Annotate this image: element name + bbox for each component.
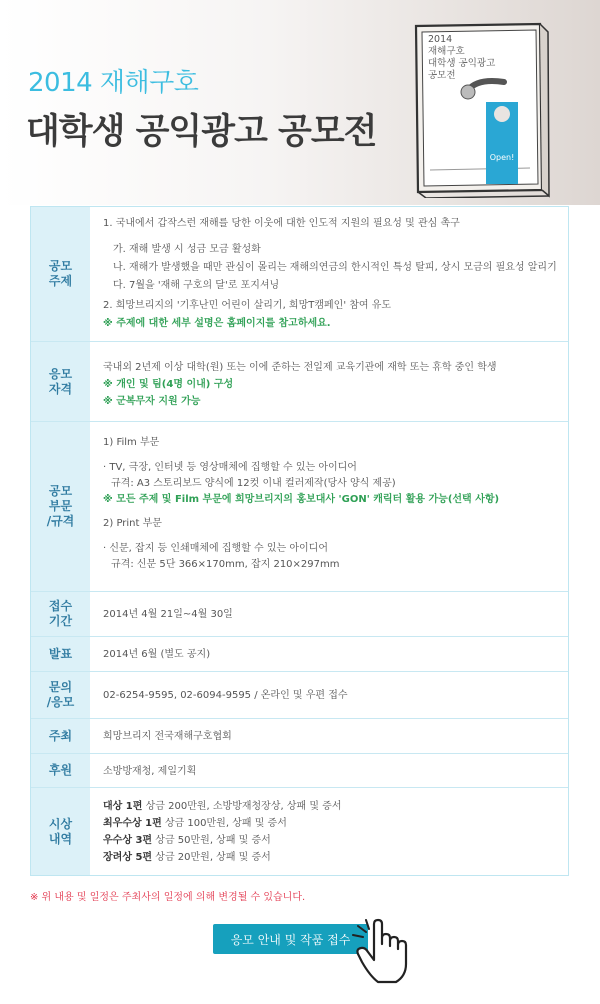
row-header: 응모 자격 — [31, 342, 90, 421]
row-header: 접수 기간 — [31, 592, 90, 636]
row-sponsor — [31, 754, 568, 788]
contest-info-table — [30, 206, 569, 876]
row-theme — [31, 207, 568, 342]
hero-subtitle: 2014 재해구호 — [28, 68, 199, 98]
award-item: 최우수상 1편 상금 100만원, 상패 및 증서 — [103, 818, 287, 829]
svg-text:Open!: Open! — [489, 153, 515, 162]
row-content: 1) Film 부문 · TV, 극장, 인터넷 등 영상매체에 집행할 수 있는 아이디어 규격: A3 스토리보드 양식에 12컷 이내 컬러제작(당사 양식 제공) ※ 모든 주제 및 Film 부문에 희망브리지의 홍보대사 'GON' 캐릭터 활용 가능(선택 사항) 2) Print 부문 · 신문, 잡지 등 인쇄매체에 집행할 수 있는 아이디어 규격: 신문 5단 366×170mm, 잡지 210×297mm — [103, 437, 500, 570]
row-header: 발표 — [31, 637, 90, 671]
row-content: 02-6254-9595, 02-6094-9595 / 온라인 및 우편 접수 — [103, 690, 348, 701]
row-header: 문의 /응모 — [31, 672, 90, 718]
row-content: 희망브리지 전국재해구호협회 — [103, 731, 232, 742]
row-awards — [31, 788, 568, 875]
row-content — [103, 788, 560, 875]
award-item: 우수상 3편 상금 50만원, 상패 및 증서 — [103, 835, 271, 846]
door-hanger — [478, 98, 528, 188]
row-header: 공모 주제 — [31, 207, 90, 341]
hero-title: 대학생 공익광고 공모전 — [26, 112, 377, 152]
row-header: 주최 — [31, 719, 90, 753]
row-contact — [31, 672, 568, 719]
row-content: 2014년 6월 (별도 공지) — [103, 649, 211, 660]
row-announcement — [31, 637, 568, 672]
row-content: 2014년 4월 21일~4월 30일 — [103, 609, 233, 620]
row-header: 시상 내역 — [31, 788, 90, 875]
row-category — [31, 422, 568, 592]
book-illustration — [408, 20, 556, 198]
row-header: 후원 — [31, 754, 90, 787]
award-item: 대상 1편 상금 200만원, 소방방재청장상, 상패 및 증서 — [103, 801, 342, 812]
row-host — [31, 719, 568, 754]
row-eligibility — [31, 342, 568, 422]
hero-banner — [0, 0, 600, 205]
book-cover-text: 2014 재해구호 대학생 공익광고 공모전 — [428, 34, 496, 81]
hand-pointer-icon — [352, 918, 414, 988]
row-content: 소방방재청, 제일기획 — [103, 766, 197, 777]
row-content: 국내외 2년제 이상 대학(원) 또는 이에 준하는 전일제 교육기관에 재학 또는 휴학 중인 학생 ※ 개인 및 팀(4명 이내) 구성 ※ 군복무자 지원 가능 — [103, 362, 497, 407]
row-submission-period — [31, 592, 568, 637]
apply-button[interactable]: 응모 안내 및 작품 접수 — [213, 924, 368, 954]
row-content: 1. 국내에서 갑작스런 재해를 당한 이웃에 대한 인도적 지원의 필요성 및 관심 촉구 가. 재해 발생 시 성금 모금 활성화 나. 재해가 발생했을 때만 관심이 몰리는 재해의연금의 한시적인 특성 탈피, 상시 모금의 필요성 알리기 다. 7월을 '재해 구호의 달'로 포지셔닝 2. 희망브리지의 '기후난민 어린이 살리기, 희망T캠페인' 참여 유도 ※ 주제에 대한 세부 설명은 홈페이지를 참고하세요. — [103, 218, 557, 329]
award-item: 장려상 5편 상금 20만원, 상패 및 증서 — [103, 852, 271, 863]
row-header: 공모 부문 /규격 — [31, 422, 90, 591]
schedule-change-notice: ※ 위 내용 및 일정은 주최사의 일정에 의해 변경될 수 있습니다. — [30, 892, 306, 903]
